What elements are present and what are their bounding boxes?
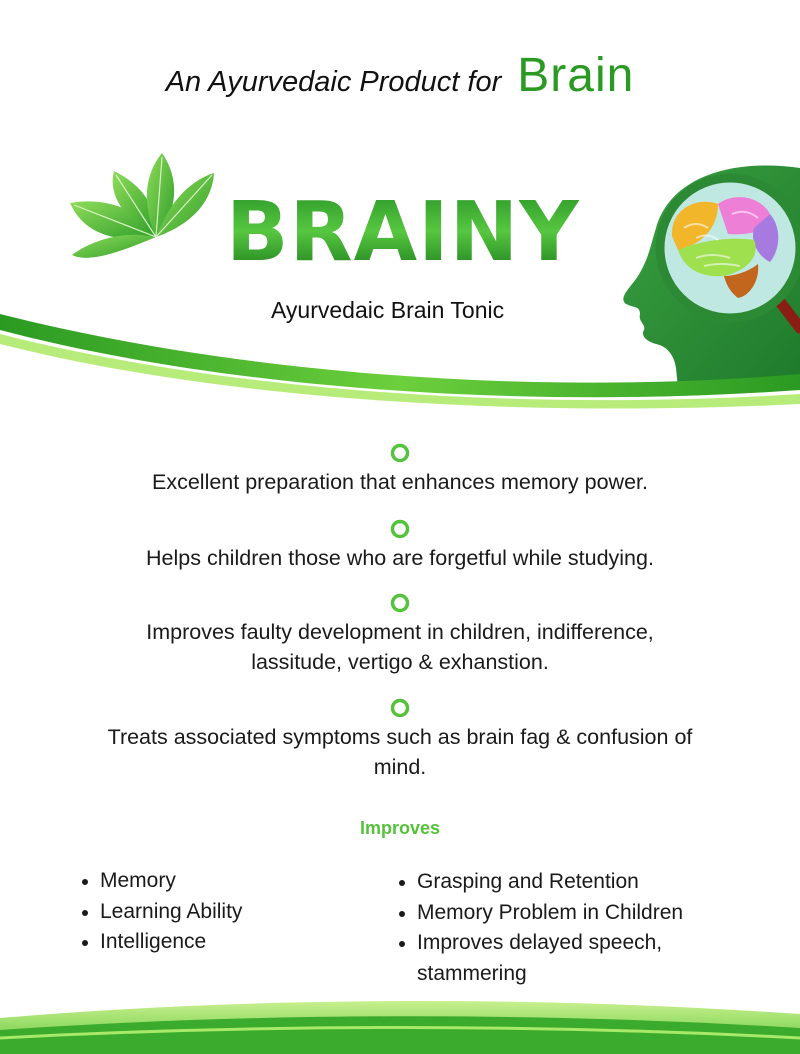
benefit-item: [100, 593, 700, 677]
list-item: Improves delayed speech, stammering: [397, 928, 727, 989]
benefit-text: Improves faulty development in children, indifference, lassitude, vertigo & exhanstion.: [146, 620, 654, 674]
circle-bullet-icon: [390, 593, 410, 613]
benefit-item: [40, 519, 760, 573]
improves-heading: Improves: [359, 818, 441, 838]
leaves-icon: [62, 145, 232, 275]
list-item: Memory: [80, 866, 380, 897]
header-prefix: An Ayurvedaic Product for: [165, 66, 502, 98]
brand-name: BRAINY: [226, 185, 580, 280]
benefit-text: Helps children those who are forgetful while studying.: [146, 546, 654, 570]
benefit-text: Treats associated symptoms such as brain fag & confusion of mind.: [107, 725, 693, 779]
list-item: Grasping and Retention: [397, 867, 757, 898]
benefit-item: [40, 443, 760, 497]
benefit-text: Excellent preparation that enhances memory power.: [152, 470, 648, 494]
improves-list-left: [80, 866, 380, 958]
list-item: Intelligence: [80, 927, 380, 958]
header-title: [0, 48, 800, 103]
list-item: Memory Problem in Children: [397, 898, 757, 929]
circle-bullet-icon: [390, 698, 410, 718]
circle-bullet-icon: [390, 519, 410, 539]
bottom-swoosh-divider: [0, 990, 800, 1054]
brand-tagline: Ayurvedaic Brain Tonic: [271, 297, 505, 323]
header-highlight: Brain: [517, 49, 635, 102]
list-item: Learning Ability: [80, 897, 380, 928]
benefit-item: [80, 698, 720, 782]
improves-list-right: [397, 867, 757, 989]
top-swoosh-divider: [0, 300, 800, 415]
circle-bullet-icon: [390, 443, 410, 463]
